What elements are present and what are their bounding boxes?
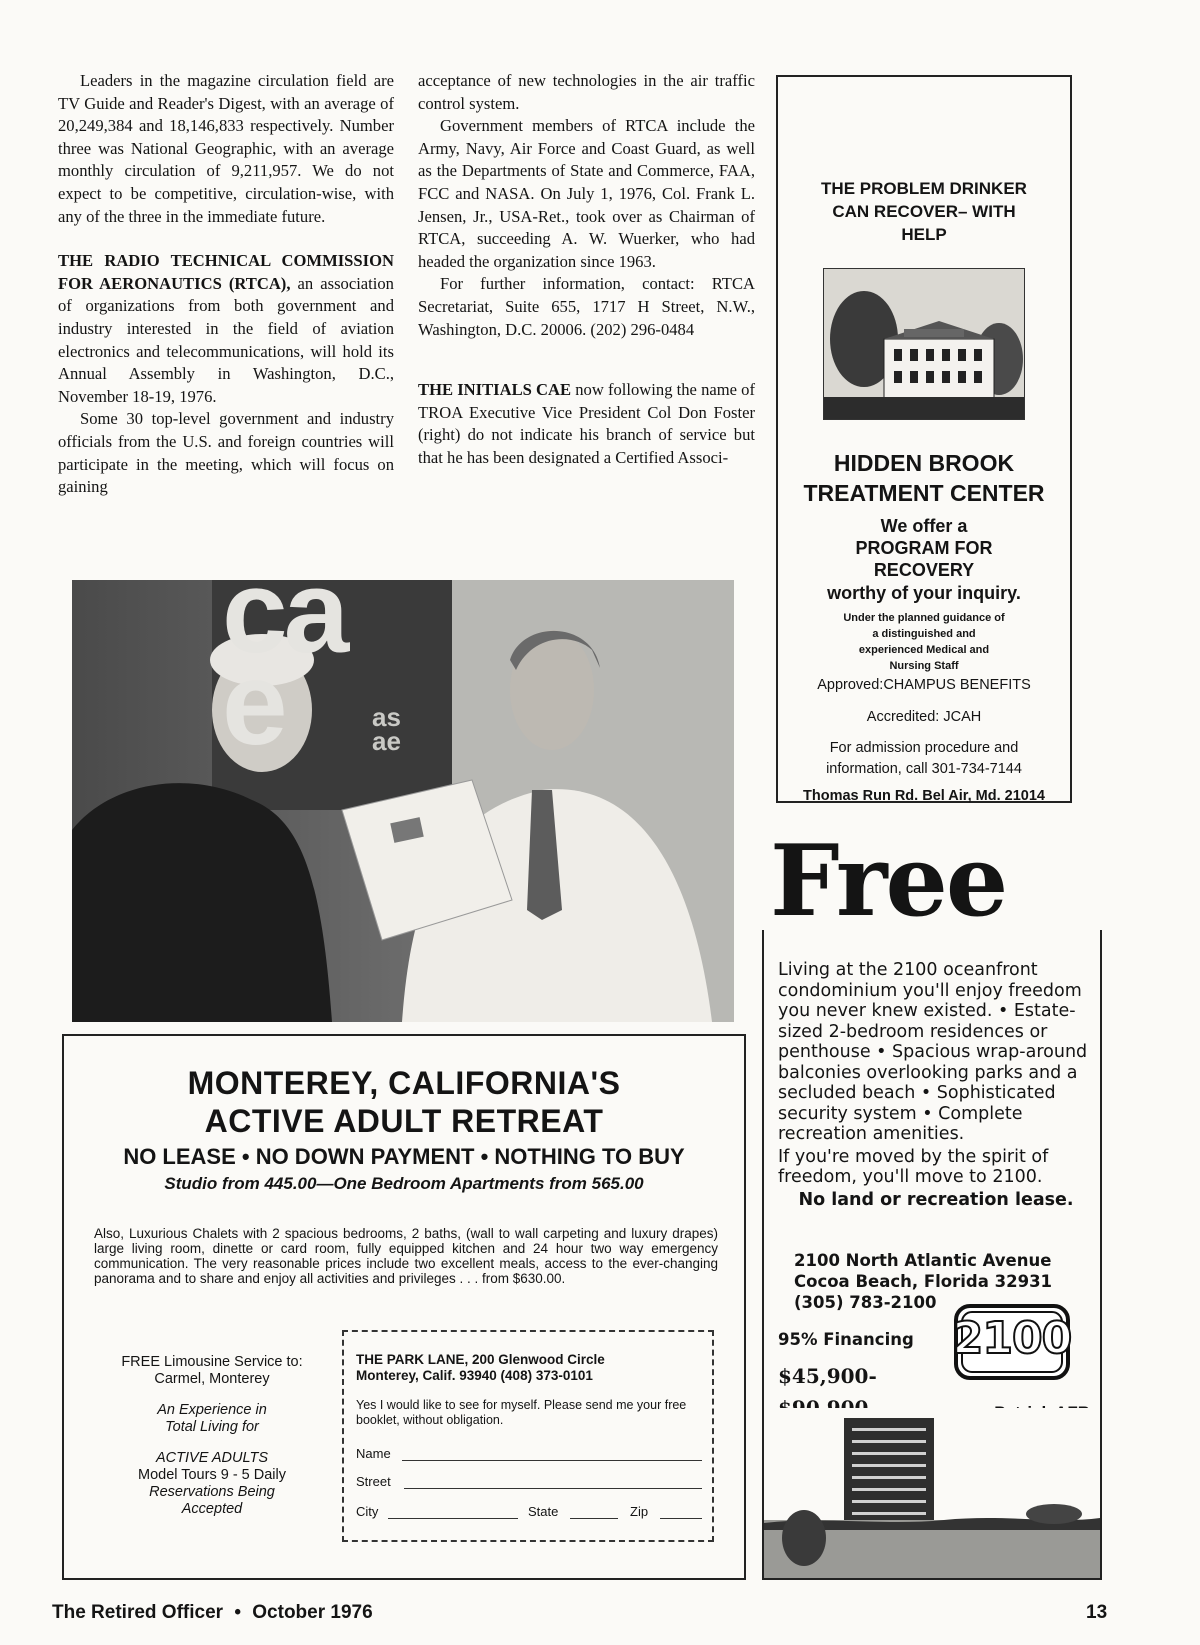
- article-column-2: [418, 70, 755, 470]
- hb-name-1: HIDDEN BROOK: [833, 450, 1015, 476]
- paragraph-officials: Some 30 top-level government and industry officials from the U.S. and foreign countries will participate in the meeting, which will focus on gaining: [58, 409, 394, 497]
- rtca-heading: THE RADIO TECHNICAL COMMISSION FOR AERONAUTICS (RTCA),: [58, 251, 394, 293]
- hb-headline: THE PROBLEM DRINKER CAN RECOVER– WITH HELP: [821, 179, 1027, 244]
- coupon-form: [342, 1330, 714, 1542]
- hb-name-2: TREATMENT CENTER: [803, 480, 1045, 506]
- free-body-1: Living at the 2100 oceanfront condominium you'll enjoy freedom you never knew existed. • Estate-sized 2-bedroom residences or penthouse • Spacious wrap-around balconies overlooking parks and a secluded beach • Sophisticated security system • Complete recreation amenities.: [778, 960, 1088, 1144]
- free-price-1: $45,900-: [778, 1364, 877, 1388]
- photo-sign-small-2: ae: [372, 726, 401, 756]
- experience-line-1: An Experience in: [157, 1402, 267, 1418]
- free-2100-ad: [762, 930, 1102, 1580]
- city-label: City: [356, 1504, 379, 1519]
- monterey-body: Also, Luxurious Chalets with 2 spacious bedrooms, 2 baths, (wall to wall carpeting and luxury drapes) large living room, dinette or card room, fully equipped kitchen and 24 hour two way emergency communication. The very reasonable prices include two excellent meals, access to the ever-changing panorama and to share and enjoy all activities and privileges . . . from $630.00.: [94, 1226, 718, 1286]
- monterey-title-2: ACTIVE ADULT RETREAT: [204, 1103, 604, 1139]
- free-body: [778, 960, 1094, 1210]
- coupon-address-2: Monterey, Calif. 93940 (408) 373-0101: [356, 1368, 593, 1383]
- coupon-address: [356, 1352, 605, 1384]
- footer-publication: [52, 1602, 373, 1624]
- reservations-1: Reservations Being: [149, 1484, 275, 1500]
- paragraph-circulation: Leaders in the magazine circulation field are TV Guide and Reader's Digest, with an average of 20,249,384 and 18,146,833 respectively. Number three was National Geographic, with an average monthly circulation of 9,211,957. We do not expect to be competitive, circulation-wise, with any of the three in the immediate future.: [58, 71, 394, 226]
- paragraph-cae: [418, 379, 755, 469]
- free-headline: Free: [770, 824, 1007, 939]
- monterey-terms: NO LEASE • NO DOWN PAYMENT • NOTHING TO BUY: [123, 1144, 685, 1169]
- photo-award-presentation: [72, 580, 734, 1022]
- free-financing: 95% Financing: [778, 1330, 914, 1349]
- beach-illustration: [764, 1408, 1100, 1578]
- photo-sign-small-1: as: [372, 702, 401, 732]
- coupon-request: Yes I would like to see for myself. Please send me your free booklet, without obligation.: [356, 1398, 687, 1427]
- free-phone: (305) 783-2100: [794, 1293, 937, 1312]
- publication-name: The Retired Officer: [52, 1602, 224, 1623]
- reservations-2: Accepted: [181, 1501, 243, 1517]
- free-no-lease: No land or recreation lease.: [798, 1189, 1074, 1210]
- state-label: State: [528, 1504, 559, 1519]
- photo-illustration: [72, 580, 734, 1022]
- free-address-1: 2100 North Atlantic Avenue: [794, 1251, 1052, 1270]
- photo-sign-big: cae: [222, 580, 346, 770]
- city-field[interactable]: [388, 1518, 518, 1519]
- monterey-prices: Studio from 445.00—One Bedroom Apartments from 565.00: [164, 1174, 644, 1193]
- hb-address: Thomas Run Rd. Bel Air, Md. 21014: [803, 788, 1045, 804]
- hb-offer-2: PROGRAM FOR: [855, 538, 993, 558]
- limo-line-1: FREE Limousine Service to:: [121, 1354, 303, 1370]
- paragraph-rtca: [58, 250, 394, 408]
- paragraph-contact: For further information, contact: RTCA Secretariat, Suite 655, 1717 H Street, N.W., Washington, D.C. 20006. (202) 296-0484: [418, 274, 755, 339]
- active-adults: ACTIVE ADULTS: [156, 1450, 268, 1466]
- building-illustration: [824, 269, 1024, 419]
- monterey-info: [78, 1354, 346, 1518]
- hb-guidance: Under the planned guidance of a distinguished and experienced Medical and Nursing Staff: [843, 612, 1005, 672]
- name-field[interactable]: [402, 1460, 702, 1461]
- paragraph-acceptance: acceptance of new technologies in the air traffic control system.: [418, 71, 755, 113]
- beach-building-image: [764, 1408, 1100, 1578]
- coupon-address-1: THE PARK LANE, 200 Glenwood Circle: [356, 1352, 605, 1367]
- cae-text: now following the name of TROA Executive Vice President Col Don Foster (right) do not indicate his branch of service but that he has been designated a Certified Associ-: [418, 380, 755, 467]
- cae-heading: THE INITIALS CAE: [418, 380, 572, 400]
- page-number: 13: [1086, 1602, 1108, 1623]
- hidden-brook-ad: [776, 75, 1072, 803]
- hb-accredited: Accredited: JCAH: [866, 709, 982, 725]
- name-label: Name: [356, 1446, 391, 1461]
- state-field[interactable]: [570, 1518, 618, 1519]
- hb-admission: For admission procedure and information, call 301-734-7144: [826, 740, 1022, 777]
- limo-line-2: Carmel, Monterey: [154, 1371, 270, 1387]
- monterey-title-1: MONTEREY, CALIFORNIA'S: [187, 1065, 621, 1101]
- street-label: Street: [356, 1474, 391, 1489]
- article-column-1: [58, 70, 394, 499]
- paragraph-government-members: Government members of RTCA include the Army, Navy, Air Force and Coast Guard, as well as the Departments of State and Commerce, FAA, FCC and NASA. On July 1, 1976, Col. Frank L. Jensen, Jr., USA-Ret., took over as Chairman of RTCA, succeeding A. W. Wuerker, who had headed the organization since 1963.: [418, 116, 755, 271]
- experience-line-2: Total Living for: [165, 1419, 259, 1435]
- free-body-2: If you're moved by the spirit of freedom, you'll move to 2100.: [778, 1146, 1049, 1187]
- hb-offer-4: worthy of your inquiry.: [827, 583, 1021, 603]
- hb-offer-3: RECOVERY: [873, 560, 975, 580]
- footer-bullet: •: [234, 1602, 241, 1623]
- free-address-2: Cocoa Beach, Florida 32931: [794, 1272, 1053, 1291]
- hb-offer-1: We offer a: [880, 516, 968, 536]
- model-tours: Model Tours 9 - 5 Daily: [137, 1467, 287, 1483]
- hb-building-image: [823, 268, 1025, 420]
- rtca-text: an association of organizations from both government and industry interested in the field of aviation electronics and telecommunications, will hold its Annual Assembly in Washington, D.C., November 18-19, 1976.: [58, 273, 394, 406]
- zip-field[interactable]: [660, 1518, 702, 1519]
- publication-date: October 1976: [252, 1602, 373, 1623]
- street-field[interactable]: [404, 1488, 702, 1489]
- badge-2100: [952, 1300, 1076, 1390]
- hb-approved: Approved:CHAMPUS BENEFITS: [817, 677, 1031, 693]
- badge-text: 2100: [952, 1313, 1072, 1364]
- monterey-ad: [62, 1034, 746, 1580]
- zip-label: Zip: [630, 1504, 649, 1519]
